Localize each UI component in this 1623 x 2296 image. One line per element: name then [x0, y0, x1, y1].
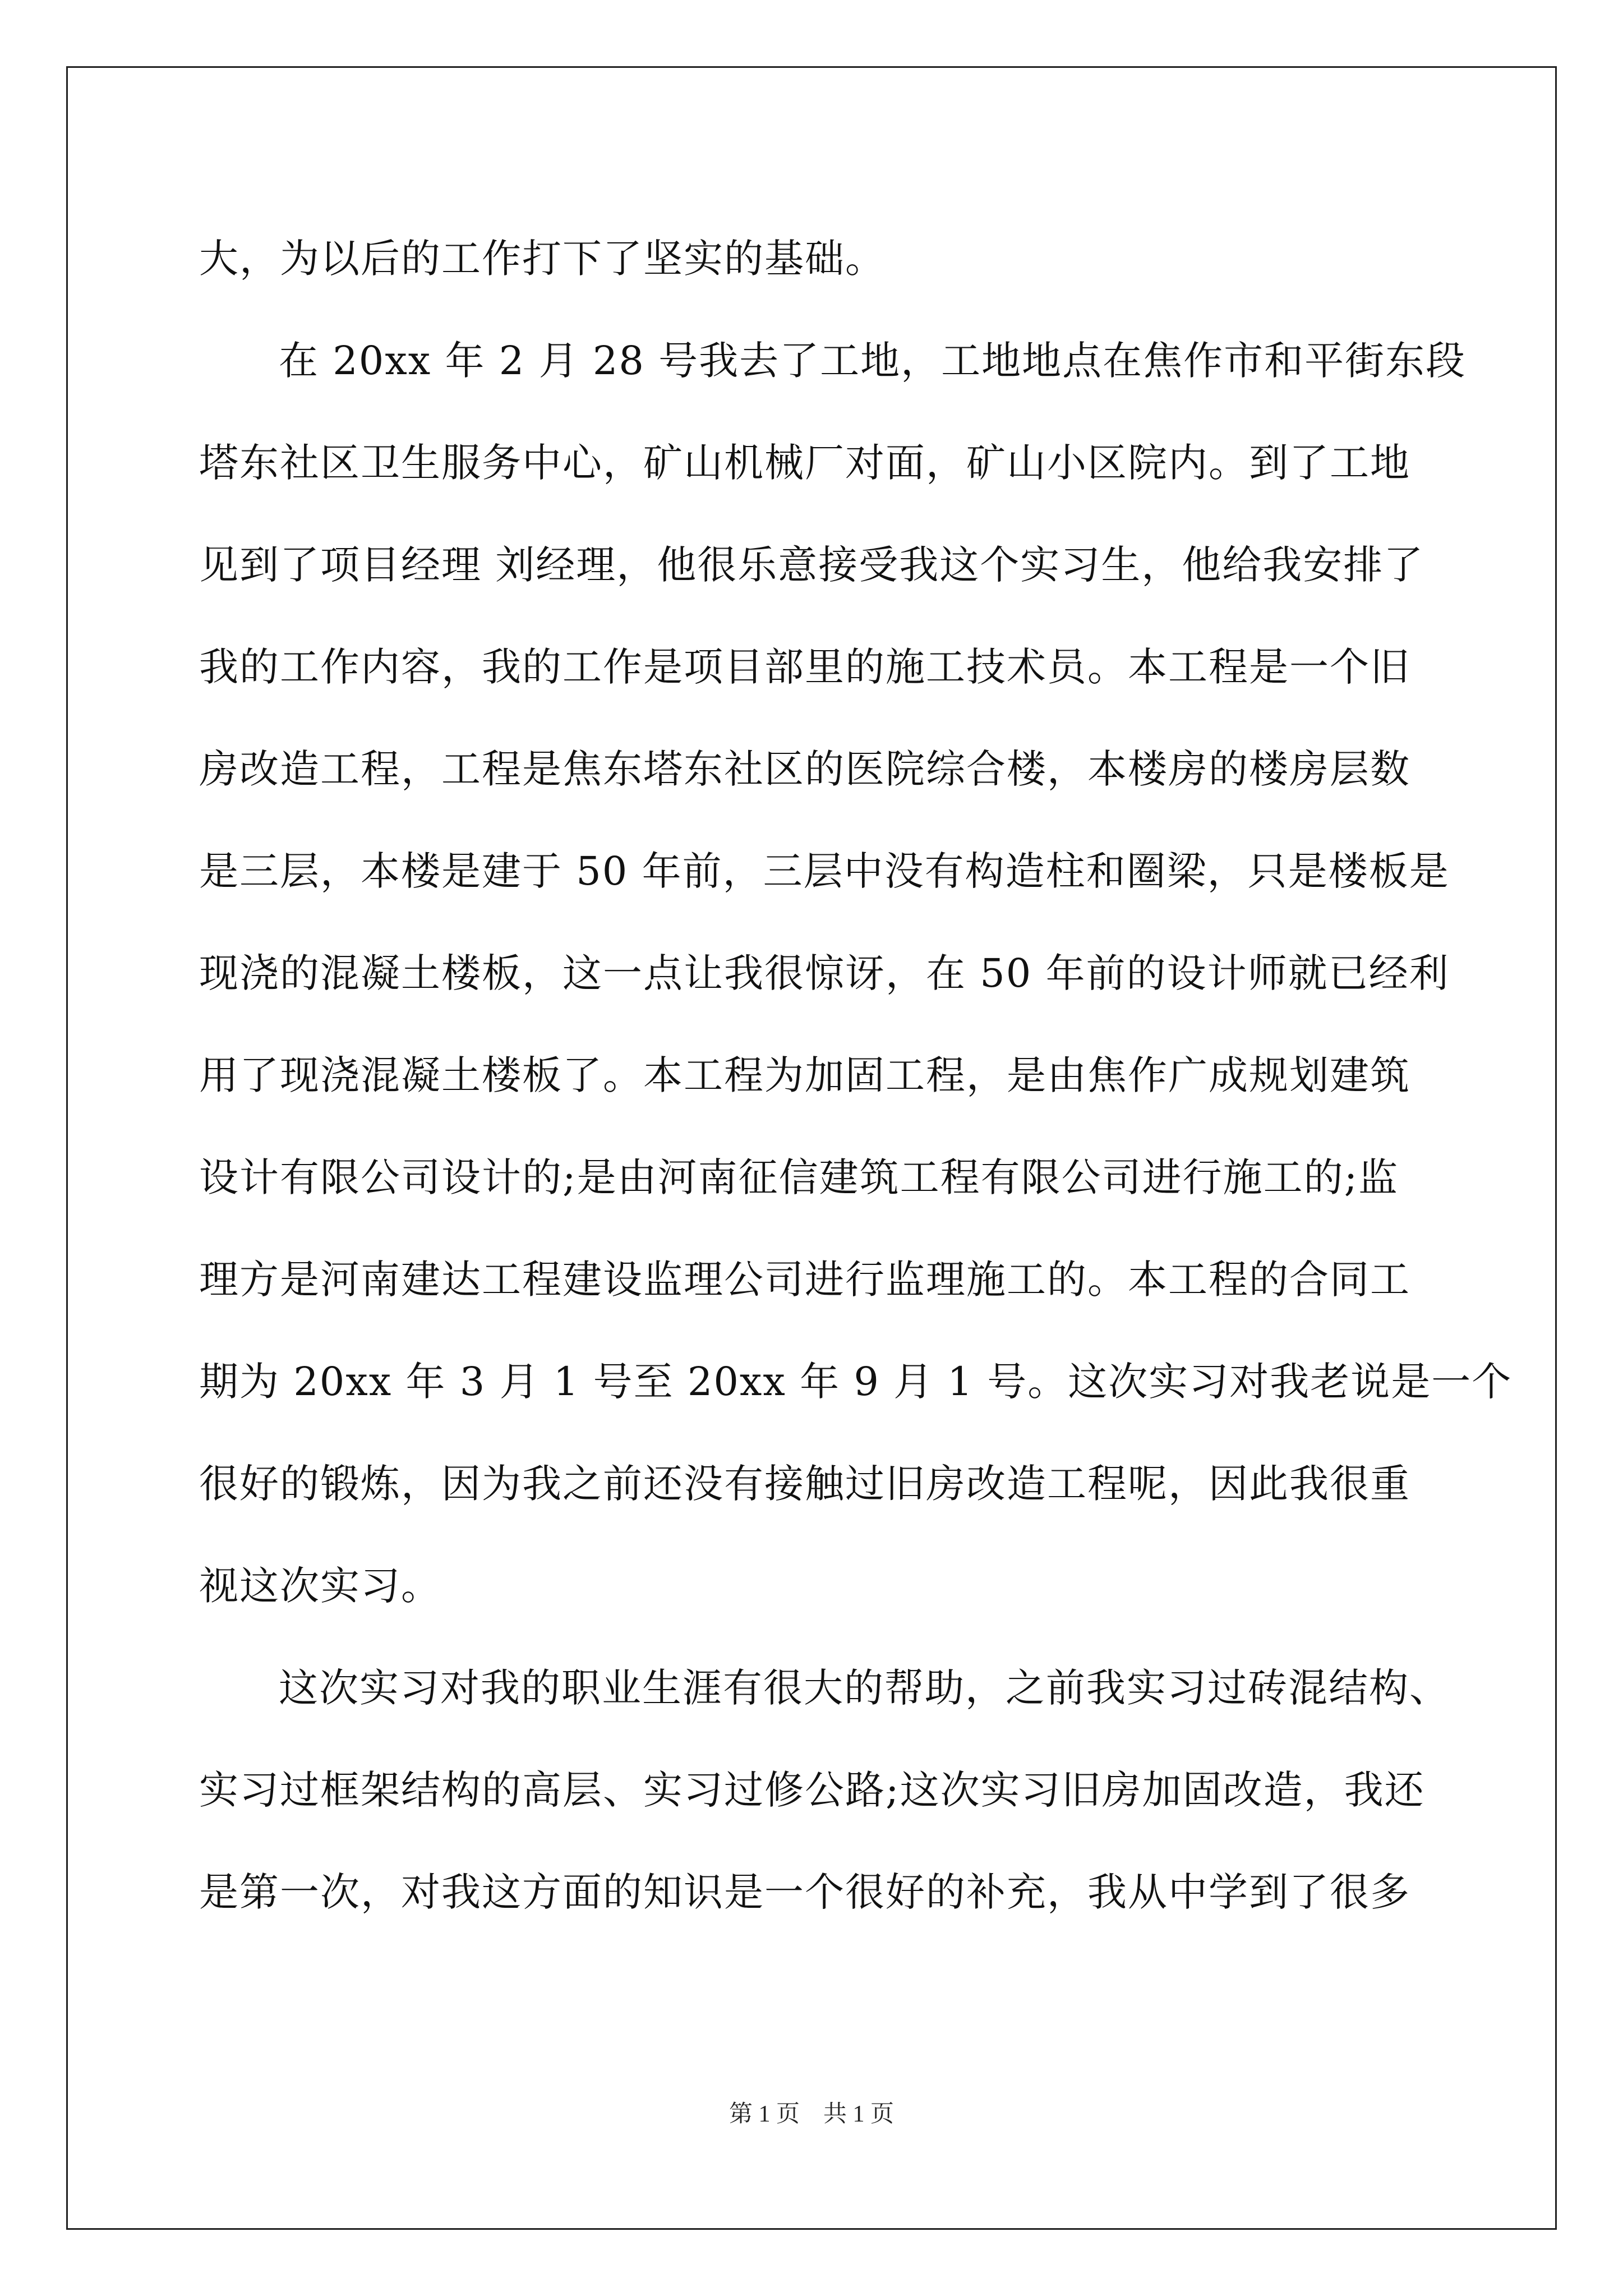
- text-line: 很好的锻炼，因为我之前还没有接触过旧房改造工程呢，因此我很重: [199, 1461, 1410, 1507]
- text-line: 期为 20xx 年 3 月 1 号至 20xx 年 9 月 1 号。这次实习对我老说是一个: [199, 1359, 1513, 1405]
- paragraph-start-line: 在 20xx 年 2 月 28 号我去了工地，工地地点在焦作市和平街东段: [279, 338, 1467, 384]
- text-line: 我的工作内容，我的工作是项目部里的施工技术员。本工程是一个旧: [199, 644, 1410, 690]
- text-line: 视这次实习。: [199, 1563, 441, 1609]
- document-body: [199, 208, 1513, 1943]
- text-line: 用了现浇混凝土楼板了。本工程为加固工程，是由焦作广成规划建筑: [199, 1052, 1410, 1098]
- text-line: 大，为以后的工作打下了坚实的基础。: [199, 236, 886, 282]
- text-line: 见到了项目经理 刘经理，他很乐意接受我这个实习生，他给我安排了: [199, 542, 1424, 588]
- text-line: 塔东社区卫生服务中心，矿山机械厂对面，矿山小区院内。到了工地: [199, 440, 1410, 486]
- text-line: 现浇的混凝土楼板，这一点让我很惊讶，在 50 年前的设计师就已经利: [199, 950, 1450, 996]
- text-line: 是第一次，对我这方面的知识是一个很好的补充，我从中学到了很多: [199, 1869, 1410, 1915]
- text-line: 实习过框架结构的高层、实习过修公路;这次实习旧房加固改造，我还: [199, 1767, 1425, 1813]
- paragraph-start-line: 这次实习对我的职业生涯有很大的帮助，之前我实习过砖混结构、: [279, 1665, 1450, 1711]
- page-footer: 第 1 页 共 1 页: [728, 2101, 894, 2127]
- text-line: 是三层，本楼是建于 50 年前，三层中没有构造柱和圈梁，只是楼板是: [199, 848, 1450, 894]
- text-line: 设计有限公司设计的;是由河南征信建筑工程有限公司进行施工的;监: [199, 1154, 1399, 1200]
- text-line: 理方是河南建达工程建设监理公司进行监理施工的。本工程的合同工: [199, 1257, 1410, 1303]
- text-line: 房改造工程，工程是焦东塔东社区的医院综合楼，本楼房的楼房层数: [199, 746, 1410, 792]
